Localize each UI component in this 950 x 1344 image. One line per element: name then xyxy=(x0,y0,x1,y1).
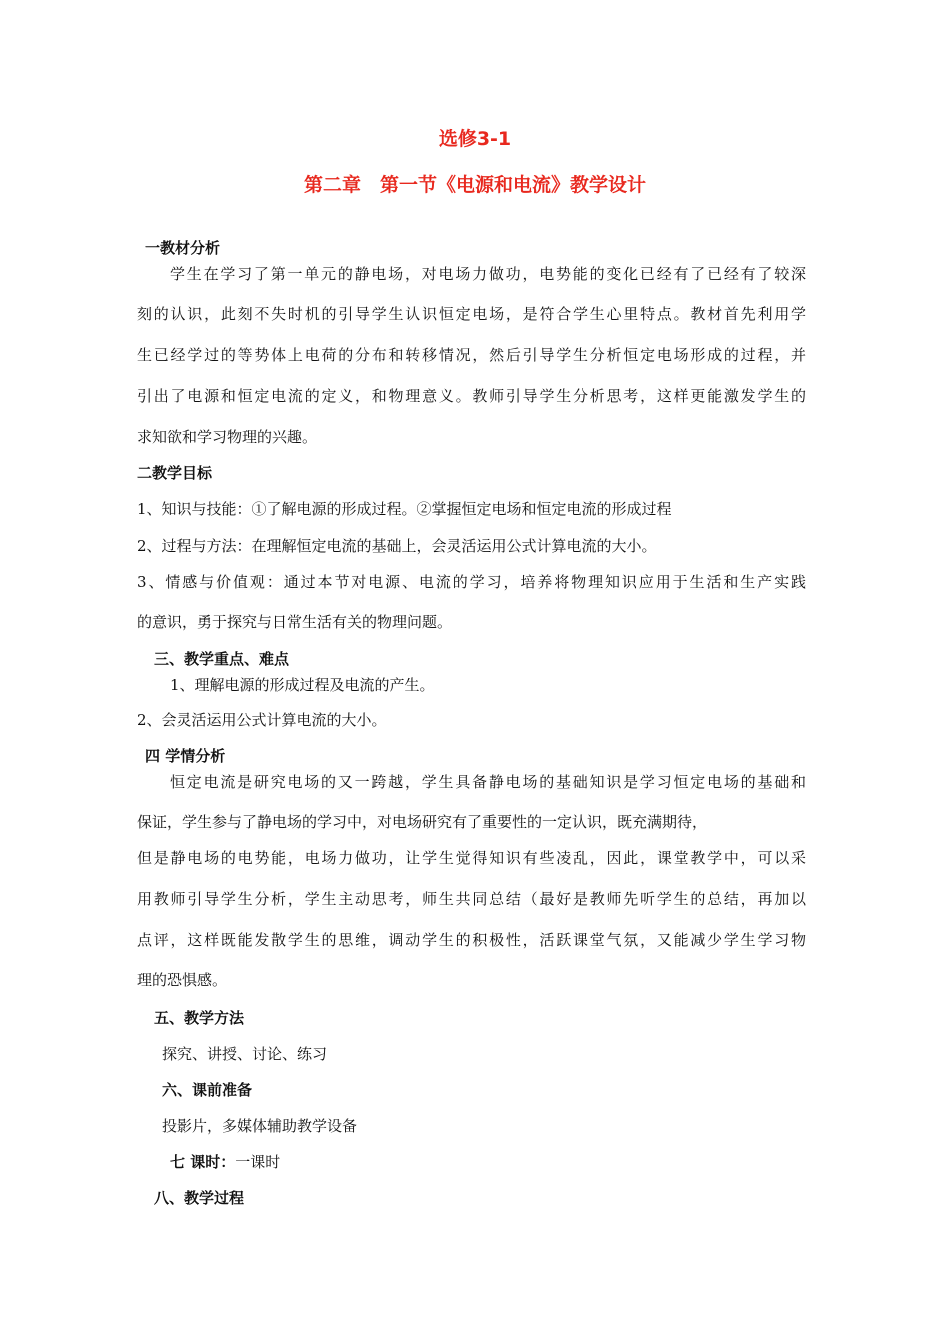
doc-title-lesson: 第二章 第一节《电源和电流》教学设计 xyxy=(303,174,646,196)
class-hours-value: 一课时 xyxy=(235,1153,281,1171)
goal-item-continued: 的意识，勇于探究与日常生活有关的物理问题。 xyxy=(137,613,453,631)
section-heading-teaching-process: 八、教学过程 xyxy=(154,1189,245,1207)
section-heading-textbook-analysis: 一教材分析 xyxy=(145,239,221,257)
paragraph-line: 学生在学习了第一单元的静电场，对电场力做功，电势能的变化已经有了已经有了较深 xyxy=(170,265,806,283)
goal-item: 1、知识与技能：①了解电源的形成过程。②掌握恒定电场和恒定电流的形成过程 xyxy=(137,500,672,518)
class-hours-label: 七 课时： xyxy=(170,1153,236,1171)
teaching-methods-text: 探究、讲授、讨论、练习 xyxy=(162,1045,328,1063)
key-point-item: 1、理解电源的形成过程及电流的产生。 xyxy=(170,676,435,694)
section-heading-teaching-goals: 二教学目标 xyxy=(137,464,213,482)
section-heading-key-points: 三、教学重点、难点 xyxy=(154,650,290,668)
key-point-item: 2、会灵活运用公式计算电流的大小。 xyxy=(137,711,387,729)
section-heading-student-analysis: 四 学情分析 xyxy=(145,747,226,765)
paragraph-line: 点评，这样既能发散学生的思维，调动学生的积极性，活跃课堂气氛，又能减少学生学习物 xyxy=(137,931,806,949)
class-hours-row xyxy=(170,1152,280,1172)
paragraph-line: 恒定电流是研究电场的又一跨越，学生具备静电场的基础知识是学习恒定电场的基础和 xyxy=(170,773,806,791)
goal-item: 3、情感与价值观：通过本节对电源、电流的学习，培养将物理知识应用于生活和生产实践 xyxy=(137,573,806,591)
paragraph-line: 但是静电场的电势能，电场力做功，让学生觉得知识有些凌乱，因此，课堂教学中，可以采 xyxy=(137,849,806,867)
paragraph-line: 刻的认识，此刻不失时机的引导学生认识恒定电场，是符合学生心里特点。教材首先利用学 xyxy=(137,305,806,323)
doc-title-course: 选修3-1 xyxy=(438,128,512,150)
paragraph-line: 理的恐惧感。 xyxy=(137,971,228,989)
paragraph-line: 生已经学过的等势体上电荷的分布和转移情况，然后引导学生分析恒定电场形成的过程，并 xyxy=(137,346,806,364)
preparation-text: 投影片，多媒体辅助教学设备 xyxy=(162,1117,358,1135)
goal-item: 2、过程与方法：在理解恒定电流的基础上，会灵活运用公式计算电流的大小。 xyxy=(137,537,657,555)
section-heading-teaching-methods: 五、教学方法 xyxy=(154,1009,245,1027)
paragraph-line: 用教师引导学生分析，学生主动思考，师生共同总结（最好是教师先听学生的总结，再加以 xyxy=(137,890,806,908)
paragraph-line: 求知欲和学习物理的兴趣。 xyxy=(137,428,318,446)
paragraph-line: 保证，学生参与了静电场的学习中，对电场研究有了重要性的一定认识，既充满期待， xyxy=(137,813,708,831)
paragraph-line: 引出了电源和恒定电流的定义，和物理意义。教师引导学生分析思考，这样更能激发学生的 xyxy=(137,387,806,405)
section-heading-preparation: 六、课前准备 xyxy=(162,1081,253,1099)
